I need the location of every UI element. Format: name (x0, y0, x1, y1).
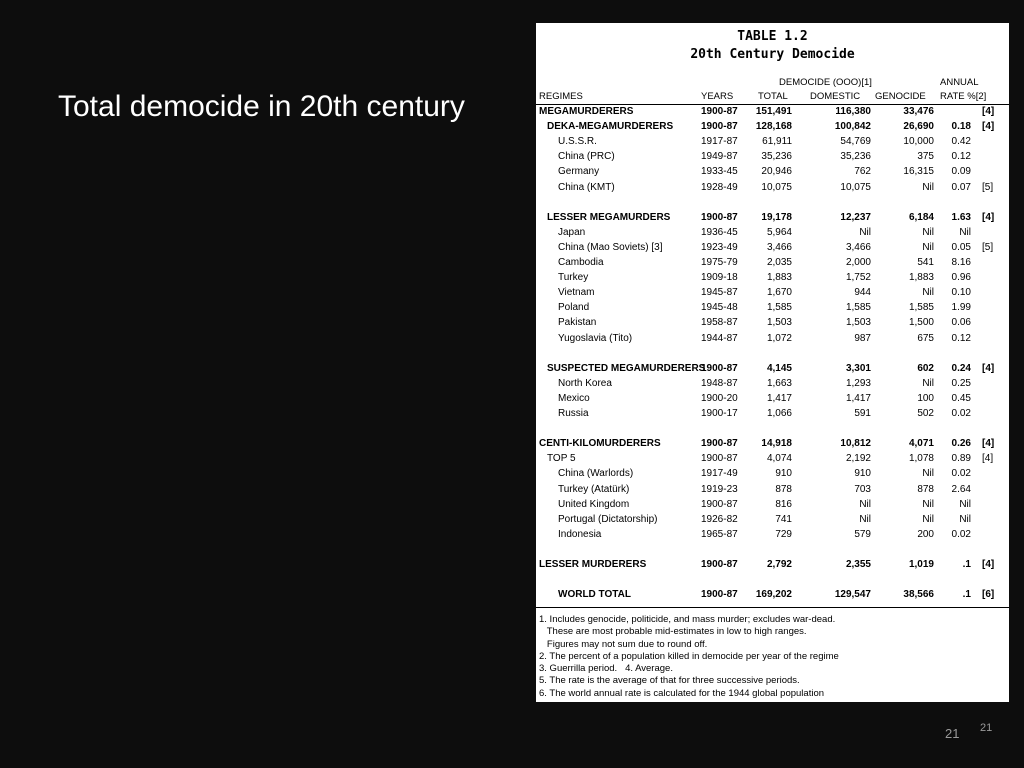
row-domestic: 1,585 (845, 302, 871, 314)
row-rate: 0.02 (951, 408, 971, 419)
row-rate: 0.02 (951, 468, 971, 480)
row-genocide: 33,476 (903, 106, 934, 117)
row-regime: TOP 5 (547, 453, 576, 465)
row-domestic: 12,237 (840, 211, 871, 223)
row-domestic: 3,301 (845, 362, 871, 374)
row-total: 878 (775, 483, 792, 495)
row-domestic: 1,417 (845, 392, 871, 404)
table-spacer-row (536, 574, 1009, 589)
table-row (536, 438, 1009, 453)
row-total: 1,585 (766, 302, 792, 314)
row-genocide: 16,315 (903, 166, 934, 178)
table-row (536, 121, 1009, 136)
row-years: 1949-87 (701, 151, 738, 163)
row-genocide: Nil (922, 241, 934, 253)
table-row (536, 378, 1009, 393)
row-genocide: Nil (922, 287, 934, 299)
row-total: 1,066 (766, 408, 792, 419)
page-number: 21 (945, 726, 960, 741)
header-annual: ANNUAL (940, 77, 979, 88)
row-regime: Turkey (Atatürk) (558, 483, 630, 495)
row-genocide: 375 (917, 151, 934, 163)
row-domestic: 703 (854, 483, 871, 495)
row-genocide: Nil (922, 513, 934, 525)
row-rate: 0.09 (951, 166, 971, 178)
row-domestic: 1,293 (845, 377, 871, 389)
row-genocide: 38,566 (903, 589, 934, 601)
footnotes (539, 614, 839, 700)
row-total: 1,417 (766, 392, 792, 404)
row-years: 1975-79 (701, 257, 738, 268)
table-row (536, 514, 1009, 529)
row-genocide: 10,000 (903, 136, 934, 148)
row-regime: DEKA-MEGAMURDERERS (547, 121, 674, 133)
row-genocide: 878 (917, 483, 934, 495)
row-total: 169,202 (755, 589, 792, 601)
row-total: 3,466 (766, 241, 792, 253)
table-row (536, 227, 1009, 242)
header-rule (536, 104, 1009, 105)
row-domestic: 591 (854, 408, 871, 419)
row-genocide: 100 (917, 392, 934, 404)
row-rate: 0.89 (951, 453, 971, 465)
row-regime: Japan (558, 226, 586, 238)
slide-title: Total democide in 20th century (58, 90, 465, 123)
row-rate: 0.26 (951, 438, 971, 450)
row-regime: China (KMT) (558, 181, 615, 193)
row-rate: 2.64 (951, 483, 971, 495)
table-row (536, 166, 1009, 181)
row-domestic: 762 (854, 166, 871, 178)
row-genocide: 26,690 (903, 121, 934, 133)
table-row (536, 136, 1009, 151)
row-total: 910 (775, 468, 792, 480)
row-total: 741 (775, 513, 792, 525)
table-row (536, 559, 1009, 574)
row-domestic: 2,192 (845, 453, 871, 465)
table-row (536, 499, 1009, 514)
header-genocide: GENOCIDE (875, 91, 926, 102)
row-regime: China (Warlords) (558, 468, 634, 480)
footnote-line: Figures may not sum due to round off. (539, 638, 708, 650)
row-total: 61,911 (762, 136, 792, 148)
row-genocide: 541 (917, 257, 934, 268)
row-years: 1965-87 (701, 528, 738, 540)
row-domestic: 2,355 (845, 559, 871, 570)
row-note: [4] (982, 559, 995, 570)
row-domestic: 54,769 (840, 136, 871, 148)
table-caption-title: 20th Century Democide (690, 47, 855, 62)
row-genocide: 1,500 (908, 317, 934, 329)
row-total: 2,792 (766, 559, 792, 570)
row-regime: China (PRC) (558, 151, 615, 163)
row-regime: Indonesia (558, 528, 602, 540)
header-democide-group: DEMOCIDE (OOO)[1] (779, 77, 872, 88)
table-row (536, 212, 1009, 227)
row-years: 1900-87 (701, 106, 738, 117)
header-domestic: DOMESTIC (810, 91, 861, 102)
row-rate: 0.10 (951, 287, 971, 299)
row-total: 2,035 (766, 257, 792, 268)
table-row (536, 393, 1009, 408)
row-regime: LESSER MURDERERS (539, 559, 647, 570)
row-regime: SUSPECTED MEGAMURDERERS (547, 362, 706, 374)
row-genocide: 602 (917, 362, 934, 374)
row-note: [4] (982, 438, 995, 450)
row-years: 1900-87 (701, 362, 738, 374)
row-years: 1900-87 (701, 559, 738, 570)
row-total: 20,946 (761, 166, 792, 178)
row-years: 1936-45 (701, 226, 738, 238)
header-rate: RATE %[2] (940, 91, 987, 102)
row-domestic: 116,380 (835, 106, 871, 117)
row-rate: 0.12 (951, 151, 971, 163)
footnote-line: These are most probable mid-estimates in low to high ranges. (539, 626, 807, 638)
row-rate: 1.63 (951, 211, 971, 223)
row-domestic: 3,466 (845, 241, 871, 253)
row-domestic: 1,503 (845, 317, 871, 329)
row-domestic: 1,752 (845, 272, 871, 284)
row-regime: Vietnam (558, 287, 595, 299)
row-genocide: 6,184 (908, 211, 934, 223)
row-rate: 0.24 (951, 362, 971, 374)
row-rate: 1.99 (951, 302, 971, 314)
row-rate: 0.02 (951, 528, 971, 540)
row-domestic: 910 (854, 468, 871, 480)
row-rate: .1 (962, 559, 971, 570)
table-row (536, 453, 1009, 468)
row-total: 35,236 (761, 151, 792, 163)
row-years: 1909-18 (701, 272, 738, 284)
row-rate: 0.12 (951, 332, 971, 344)
table-spacer-row (536, 423, 1009, 438)
row-years: 1945-48 (701, 302, 738, 314)
row-genocide: Nil (922, 226, 934, 238)
row-years: 1900-87 (701, 438, 738, 450)
row-total: 14,918 (761, 438, 792, 450)
table-row (536, 333, 1009, 348)
row-domestic: 987 (854, 332, 871, 344)
table-row (536, 317, 1009, 332)
row-rate: 0.96 (951, 272, 971, 284)
row-domestic: Nil (859, 226, 871, 238)
row-rate: 0.45 (951, 392, 971, 404)
footnote-line: 2. The percent of a population killed in democide per year of the regime (539, 650, 839, 662)
header-regimes: REGIMES (539, 91, 583, 102)
table-spacer-row (536, 544, 1009, 559)
row-regime: Poland (558, 302, 590, 314)
row-years: 1933-45 (701, 166, 738, 178)
row-years: 1926-82 (701, 513, 738, 525)
row-years: 1958-87 (701, 317, 738, 329)
row-total: 4,074 (766, 453, 792, 465)
footnote-line: 6. The world annual rate is calculated for the 1944 global population (539, 687, 825, 699)
row-regime: United Kingdom (558, 498, 630, 510)
row-rate: 0.25 (951, 377, 971, 389)
row-rate: Nil (959, 498, 971, 510)
row-years: 1919-23 (701, 483, 738, 495)
row-genocide: 675 (917, 332, 934, 344)
page-number-small: 21 (980, 722, 993, 734)
row-domestic: 100,842 (834, 121, 871, 133)
row-regime: Mexico (558, 392, 590, 404)
row-genocide: 1,585 (908, 302, 934, 314)
row-regime: Turkey (558, 272, 589, 284)
row-note: [4] (982, 121, 995, 133)
row-domestic: 579 (854, 528, 871, 540)
row-total: 4,145 (766, 362, 792, 374)
table-row (536, 408, 1009, 423)
row-total: 5,964 (766, 226, 792, 238)
row-domestic: 129,547 (834, 589, 871, 601)
footnote-line: 1. Includes genocide, politicide, and mass murder; excludes war-dead. (539, 614, 836, 625)
row-genocide: Nil (922, 377, 934, 389)
row-total: 151,491 (755, 106, 792, 117)
row-regime: WORLD TOTAL (558, 589, 631, 601)
row-total: 19,178 (761, 211, 792, 223)
table-row (536, 272, 1009, 287)
row-rate: 0.18 (951, 121, 971, 133)
row-years: 1917-87 (701, 136, 738, 148)
row-years: 1917-49 (701, 468, 738, 480)
row-regime: LESSER MEGAMURDERS (547, 211, 671, 223)
row-total: 1,883 (766, 272, 792, 284)
row-total: 1,503 (766, 317, 792, 329)
row-years: 1900-87 (701, 211, 738, 223)
header-total: TOTAL (758, 91, 788, 102)
row-years: 1944-87 (701, 332, 738, 344)
row-rate: Nil (959, 513, 971, 525)
table-row (536, 302, 1009, 317)
table-row (536, 182, 1009, 197)
table-row (536, 106, 1009, 121)
table-row (536, 484, 1009, 499)
table-row (536, 589, 1009, 604)
row-rate: 0.42 (951, 136, 971, 148)
row-total: 816 (775, 498, 792, 510)
row-genocide: 1,078 (908, 453, 934, 465)
row-domestic: 2,000 (845, 257, 871, 268)
row-genocide: Nil (922, 498, 934, 510)
header-years: YEARS (701, 91, 734, 102)
row-regime: CENTI-KILOMURDERERS (539, 438, 661, 450)
row-rate: Nil (959, 226, 971, 238)
table-spacer-row (536, 348, 1009, 363)
row-regime: Portugal (Dictatorship) (558, 513, 658, 525)
row-regime: MEGAMURDERERS (539, 106, 634, 117)
row-years: 1900-87 (701, 453, 738, 465)
row-note: [4] (982, 106, 995, 117)
row-rate: 0.06 (951, 317, 971, 329)
row-total: 1,072 (766, 332, 792, 344)
row-regime: North Korea (558, 377, 612, 389)
row-total: 128,168 (755, 121, 792, 133)
row-genocide: 1,019 (908, 559, 934, 570)
row-rate: 0.07 (951, 181, 971, 193)
row-note: [4] (982, 362, 995, 374)
table-row (536, 468, 1009, 483)
row-genocide: 1,883 (908, 272, 934, 284)
row-years: 1900-87 (701, 121, 738, 133)
row-total: 729 (775, 528, 792, 540)
row-years: 1928-49 (701, 181, 738, 193)
row-regime: Yugoslavia (Tito) (558, 332, 633, 344)
row-years: 1923-49 (701, 241, 738, 253)
row-note: [4] (982, 453, 994, 465)
democide-table-image (536, 23, 1009, 702)
row-years: 1900-87 (701, 589, 738, 601)
table-spacer-row (536, 197, 1009, 212)
row-rate: .1 (962, 589, 971, 601)
row-rate: 8.16 (951, 257, 971, 268)
row-years: 1900-87 (701, 498, 738, 510)
table-row (536, 257, 1009, 272)
table-row (536, 242, 1009, 257)
table-row (536, 363, 1009, 378)
row-years: 1945-87 (701, 287, 738, 299)
row-regime: Pakistan (558, 317, 597, 329)
row-genocide: Nil (922, 181, 934, 193)
row-regime: Germany (558, 166, 600, 178)
row-domestic: 944 (854, 287, 871, 299)
row-note: [5] (982, 181, 994, 193)
row-years: 1900-17 (701, 408, 738, 419)
row-genocide: 4,071 (908, 438, 934, 450)
row-regime: Cambodia (558, 257, 604, 268)
row-rate: 0.05 (951, 241, 971, 253)
row-years: 1900-20 (701, 392, 738, 404)
row-regime: China (Mao Soviets) [3] (558, 241, 663, 253)
row-years: 1948-87 (701, 377, 738, 389)
footnote-line: 3. Guerrilla period. 4. Average. (539, 663, 673, 675)
row-domestic: Nil (859, 498, 871, 510)
row-note: [5] (982, 241, 994, 253)
table-caption-number: TABLE 1.2 (737, 29, 808, 44)
footnote-line: 5. The rate is the average of that for three successive periods. (539, 675, 800, 687)
table-row (536, 151, 1009, 166)
row-note: [6] (982, 589, 995, 601)
row-genocide: Nil (922, 468, 934, 480)
table-row (536, 287, 1009, 302)
row-regime: Russia (558, 408, 589, 419)
row-note: [4] (982, 211, 995, 223)
row-total: 1,663 (766, 377, 792, 389)
row-domestic: 35,236 (840, 151, 871, 163)
row-regime: U.S.S.R. (558, 136, 597, 148)
table-row (536, 529, 1009, 544)
row-domestic: 10,075 (840, 181, 871, 193)
row-total: 1,670 (766, 287, 792, 299)
row-domestic: 10,812 (840, 438, 871, 450)
row-genocide: 502 (917, 408, 934, 419)
row-domestic: Nil (859, 513, 871, 525)
footer-rule (536, 607, 1009, 608)
row-genocide: 200 (917, 528, 934, 540)
row-total: 10,075 (761, 181, 792, 193)
